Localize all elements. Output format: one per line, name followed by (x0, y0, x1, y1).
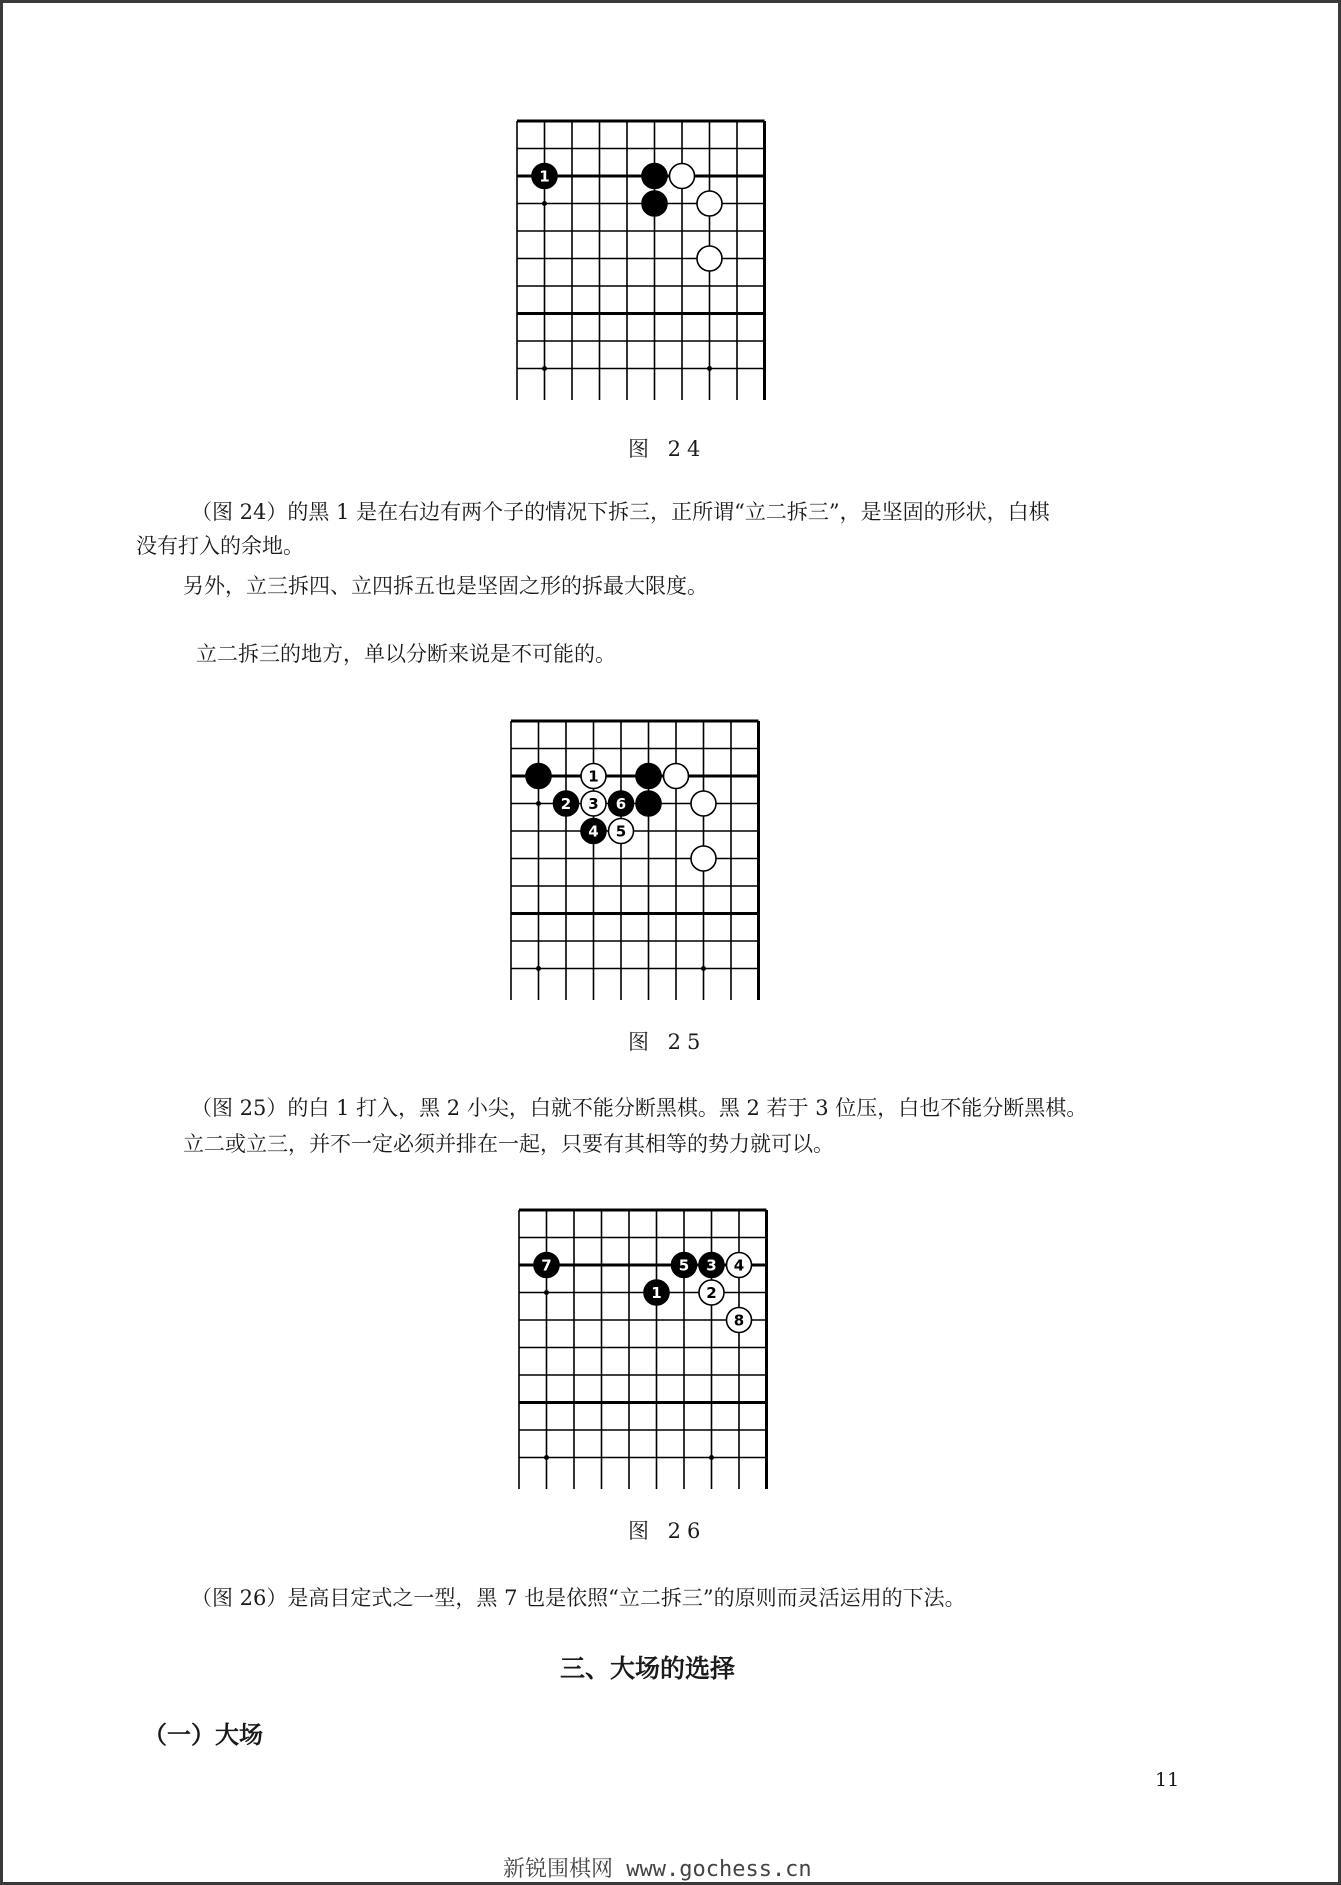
white-stone (727, 1308, 752, 1333)
subsection-heading: （一）大场 (143, 1721, 263, 1749)
stone-move-number: 1 (651, 1284, 662, 1302)
white-stone (691, 846, 716, 871)
stone-move-number: 3 (588, 795, 599, 813)
stone-move-number: 5 (615, 822, 627, 841)
star-point (709, 1455, 714, 1460)
section-heading: 三、大场的选择 (560, 1654, 736, 1683)
paragraph-fig24-line1: （图 24）的黑 1 是在右边有两个子的情况下拆三，正所谓“立二拆三”，是坚固的形状，白棋 (191, 500, 1050, 524)
board-grid (517, 121, 765, 400)
paragraph-fig25-line1: （图 25）的白 1 打入，黑 2 小尖，白就不能分断黑棋。黑 2 若于 3 位压，白也不能分断黑棋。 (191, 1096, 1088, 1120)
white-stone (697, 191, 722, 216)
star-point (542, 201, 547, 206)
stone-move-number: 4 (733, 1256, 745, 1275)
paragraph-fig24-line2: 没有打入的余地。 (136, 534, 304, 558)
black-stone (644, 1280, 669, 1305)
stone-body (697, 246, 722, 271)
star-point (542, 366, 547, 371)
stone-move-number: 2 (706, 1284, 717, 1302)
go-diagram-fig24 (515, 117, 795, 387)
black-stone (532, 164, 557, 189)
paragraph-cannot-split: 立二拆三的地方，单以分断来说是不可能的。 (196, 642, 616, 666)
stone-move-number: 5 (678, 1256, 690, 1275)
stone-body (636, 764, 661, 789)
stone-body (642, 164, 667, 189)
white-stone (581, 791, 606, 816)
star-point (707, 366, 712, 371)
stone-body (691, 791, 716, 816)
black-stone (526, 764, 551, 789)
black-stone (642, 191, 667, 216)
stone-body (691, 846, 716, 871)
stone-move-number: 1 (539, 167, 550, 186)
black-stone (642, 164, 667, 189)
paragraph-fig25-line2: 立二或立三，并不一定必须并排在一起，只要有其相等的势力就可以。 (183, 1132, 834, 1156)
footer-watermark: 新锐围棋网 www.gochess.cn (503, 1857, 812, 1882)
star-point (544, 1455, 549, 1460)
stone-body (636, 791, 661, 816)
black-stone (699, 1253, 724, 1278)
white-stone (727, 1253, 752, 1278)
white-stone (581, 764, 606, 789)
stone-move-number: 3 (706, 1256, 717, 1275)
go-diagram-fig26 (517, 1206, 797, 1476)
star-point (536, 801, 541, 806)
figure-caption-24: 图 24 (628, 437, 707, 461)
black-stone (636, 764, 661, 789)
white-stone (697, 246, 722, 271)
stone-body (697, 191, 722, 216)
white-stone (691, 791, 716, 816)
stone-body (670, 164, 695, 189)
white-stone (609, 819, 634, 844)
stone-move-number: 4 (588, 822, 599, 841)
stone-move-number: 7 (541, 1256, 552, 1275)
paragraph-ext-limits: 另外，立三拆四、立四拆五也是坚固之形的拆最大限度。 (183, 574, 708, 598)
stone-move-number: 8 (733, 1311, 745, 1330)
page-number: 11 (1155, 1769, 1180, 1791)
stone-body (526, 764, 551, 789)
stone-move-number: 1 (588, 767, 599, 786)
stone-move-number: 6 (615, 795, 627, 813)
black-stone (581, 819, 606, 844)
go-diagram-fig25 (509, 717, 789, 987)
star-point (544, 1290, 549, 1295)
black-stone (554, 791, 579, 816)
stone-move-number: 2 (560, 795, 572, 813)
figure-caption-26: 图 26 (628, 1519, 707, 1543)
board-grid (519, 1210, 767, 1489)
star-point (536, 966, 541, 971)
white-stone (670, 164, 695, 189)
figure-caption-25: 图 25 (628, 1030, 707, 1054)
paragraph-fig26: （图 26）是高目定式之一型，黑 7 也是依照“立二拆三”的原则而灵活运用的下法。 (191, 1586, 966, 1610)
black-stone (534, 1253, 559, 1278)
black-stone (636, 791, 661, 816)
stone-body (642, 191, 667, 216)
board-grid (511, 721, 759, 1000)
white-stone (664, 764, 689, 789)
star-point (701, 966, 706, 971)
black-stone (672, 1253, 697, 1278)
white-stone (699, 1280, 724, 1305)
stone-body (664, 764, 689, 789)
black-stone (609, 791, 634, 816)
